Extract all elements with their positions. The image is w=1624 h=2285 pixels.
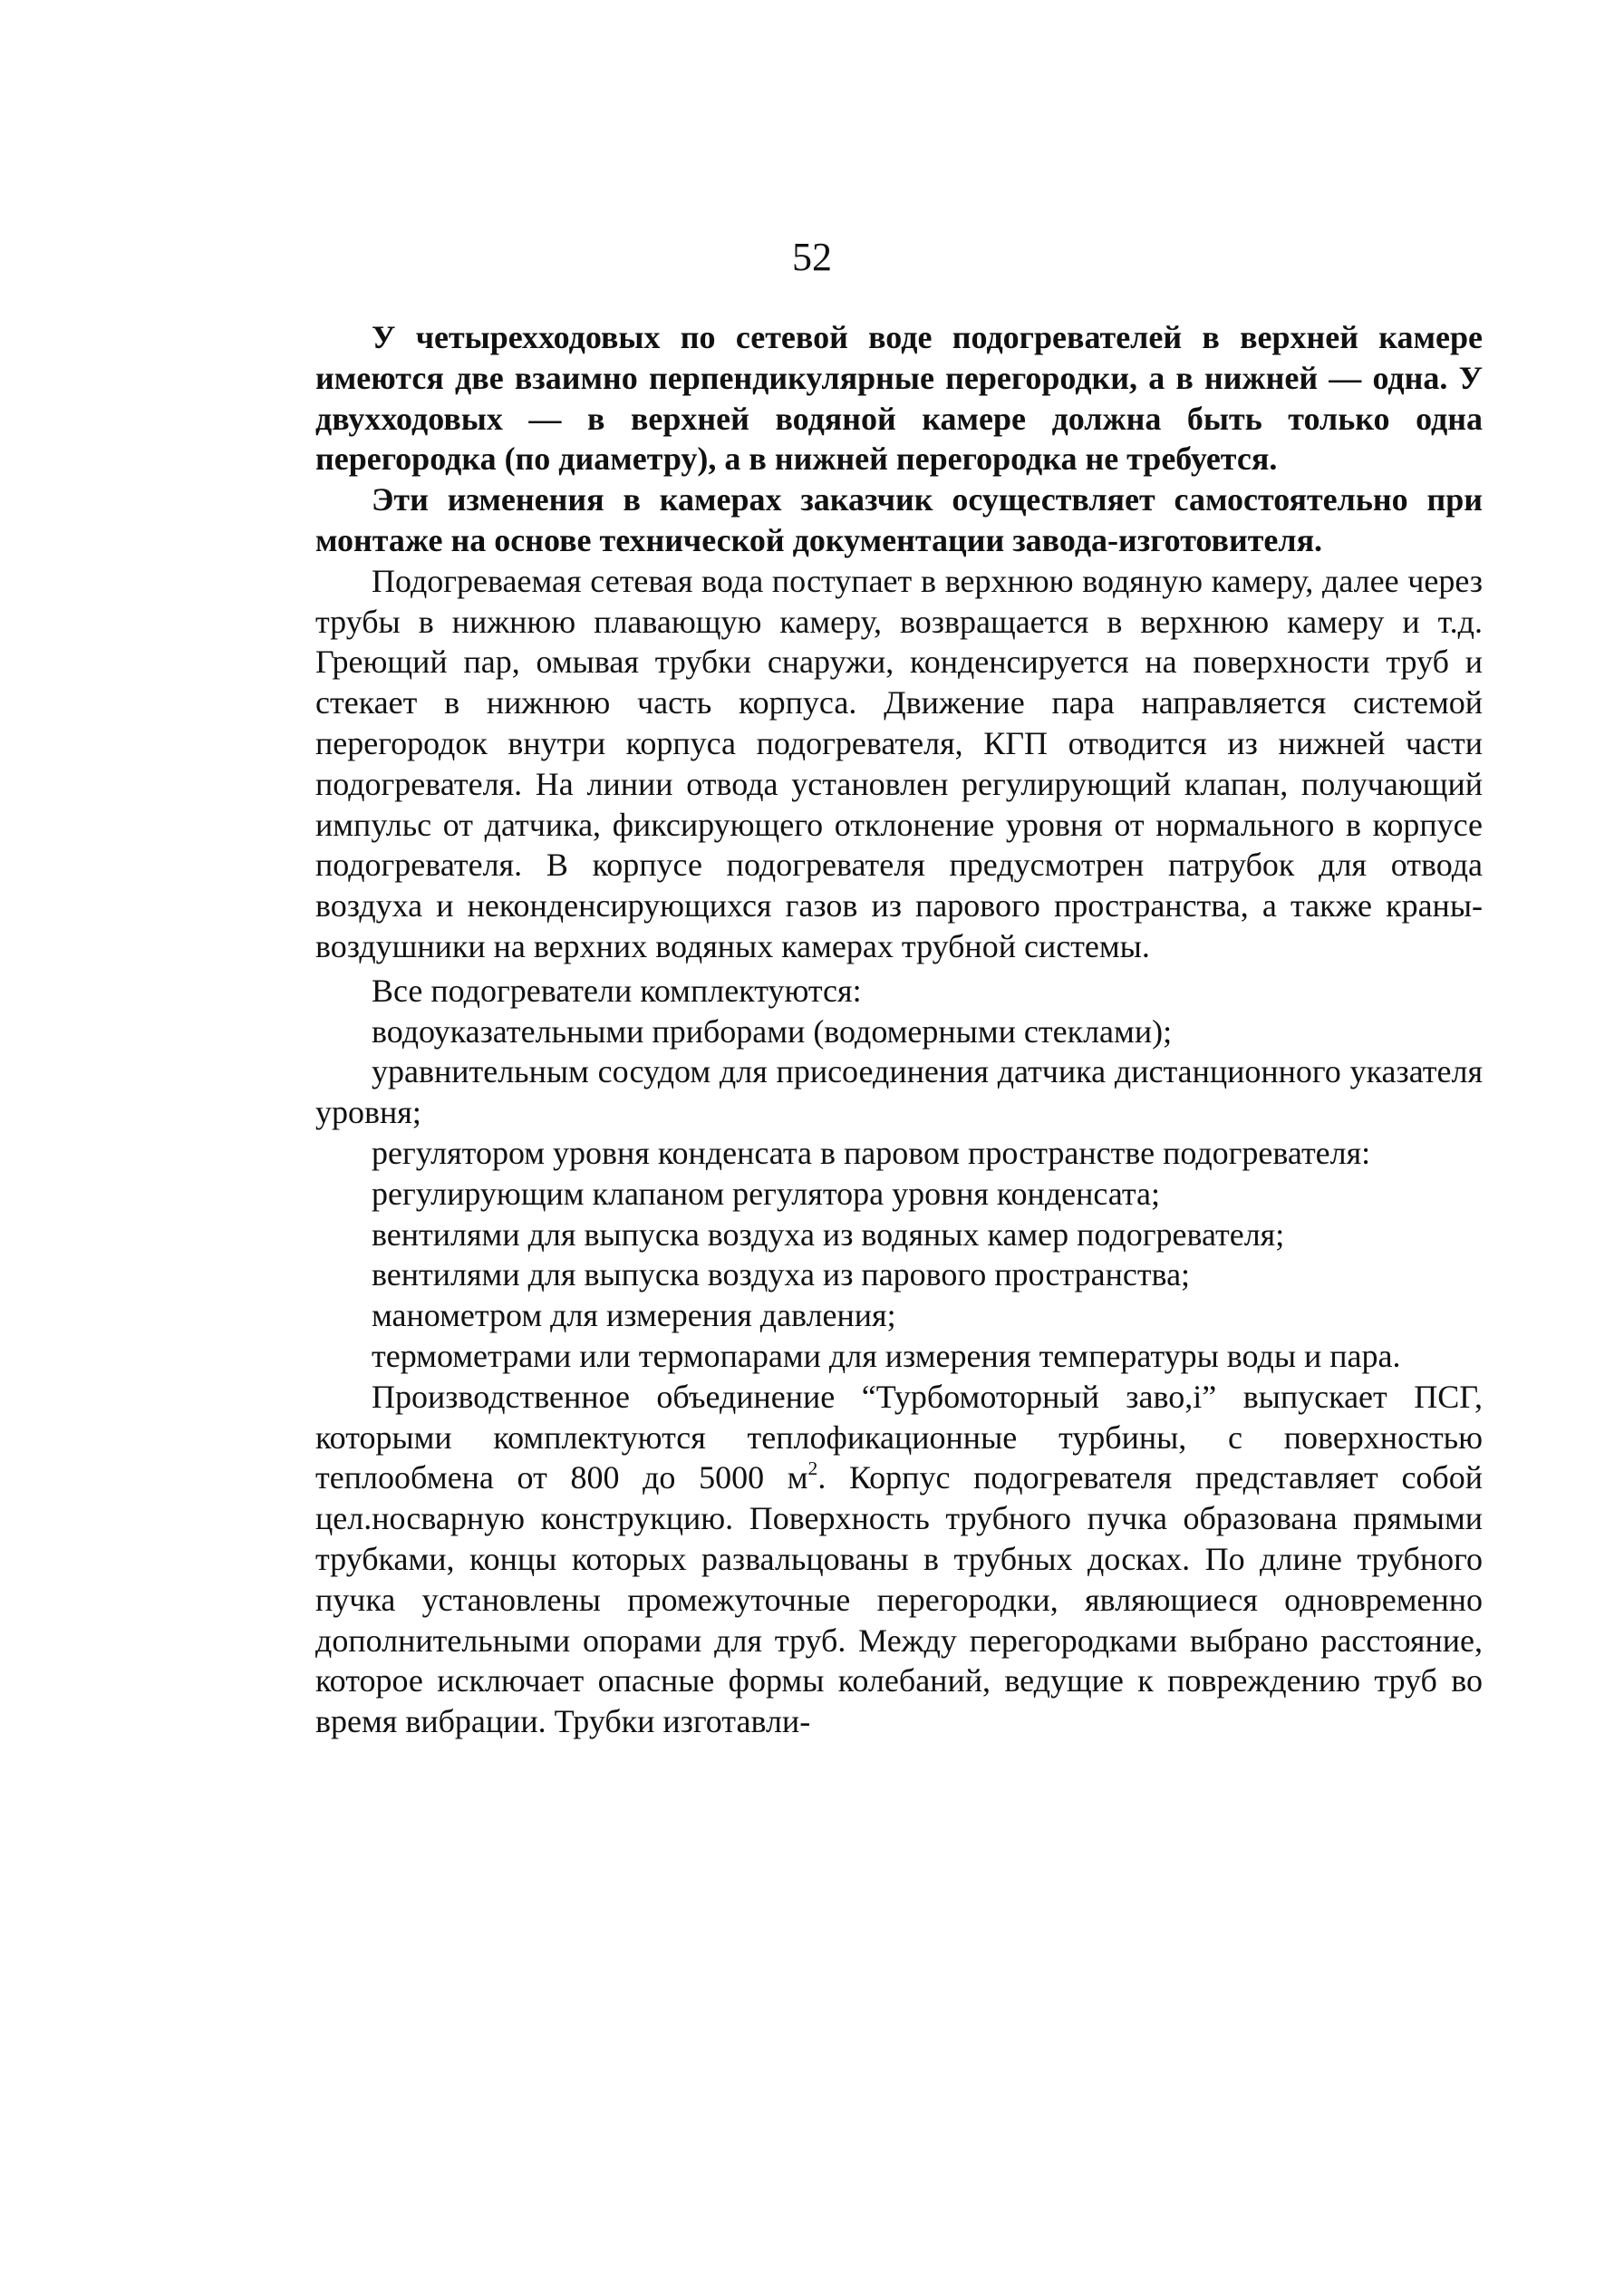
body-text (315, 317, 1483, 1742)
area-unit-exponent: 2 (807, 1457, 818, 1480)
equipment-list-item: вентилями для выпуска воздуха из водяных камер подогревателя; (372, 1215, 1285, 1253)
paragraph-turbine-plant-end: . Корпус подогревателя представляет собой цел.носварную конструкцию. Поверхность трубного пучка образована прямыми трубками, концы которых развальцованы в трубных досках. По длине трубного пучка установлены промежуточные перегородки, являющиеся одновременно дополнительными опорами для труб. Между перегородками выбрано расстояние, которое исключает опасные формы колебаний, ведущие к повреждению труб во время вибрации. Трубки изготавли- (315, 1459, 1483, 1740)
equipment-list-item: уравнительным сосудом для присоединения датчика дистанционного указателя уровня; (315, 1053, 1483, 1131)
page-number: 52 (792, 235, 832, 279)
paragraph-customer-changes: Эти изменения в камерах заказчик осуществляет самостоятельно при монтаже на основе технической документации завода-изготовителя. (315, 481, 1483, 558)
equipment-list-item: термометрами или термопарами для измерения температуры воды и пара. (372, 1337, 1401, 1374)
paragraph-turbine-plant-start: Производственное объединение “Турбомоторный заво,і” выпускает ПСГ, которыми комплектуются теплофикационные турбины, с поверхностью теплообмена от 800 до 5000 м (315, 1378, 1483, 1496)
paragraph-turbine-plant (315, 1377, 1483, 1742)
equipment-list-item: вентилями для выпуска воздуха из парового пространства; (372, 1256, 1191, 1293)
equipment-list-item: водоуказательными приборами (водомерными стеклами); (372, 1012, 1173, 1050)
paragraph-equipment-intro: Все подогреватели комплектуются: (372, 972, 862, 1009)
equipment-list-item: регулирующим клапаном регулятора уровня конденсата; (372, 1175, 1160, 1212)
paragraph-heater-partitions: У четырехходовых по сетевой воде подогревателей в верхней камере имеются две взаимно перпендикулярные перегородки, а в нижней — одна. У двухходовых — в верхней водяной камере должна быть только одна перегородка (по диаметру), а в нижней перегородка не требуется. (315, 319, 1483, 478)
equipment-list-item: манометром для измерения давления; (372, 1297, 896, 1334)
equipment-list-item: регулятором уровня конденсата в паровом пространстве подогревателя: (372, 1134, 1371, 1171)
paragraph-water-flow: Подогреваемая сетевая вода поступает в верхнюю водяную камеру, далее через трубы в нижнюю плавающую камеру, возвращается в верхнюю камеру и т.д. Греющий пар, омывая трубки снаружи, конденсируется на поверхности труб и стекает в нижнюю часть корпуса. Движение пара направляется системой перегородок внутри корпуса подогревателя, КГП отводится из нижней части подогревателя. На линии отвода установлен регулирующий клапан, получающий импульс от датчика, фиксирующего отклонение уровня от нормального в корпусе подогревателя. В корпусе подогревателя предусмотрен патрубок для отвода воздуха и неконденсирующихся газов из парового пространства, а также краны-воздушники на верхних водяных камерах трубной системы. (315, 562, 1483, 964)
